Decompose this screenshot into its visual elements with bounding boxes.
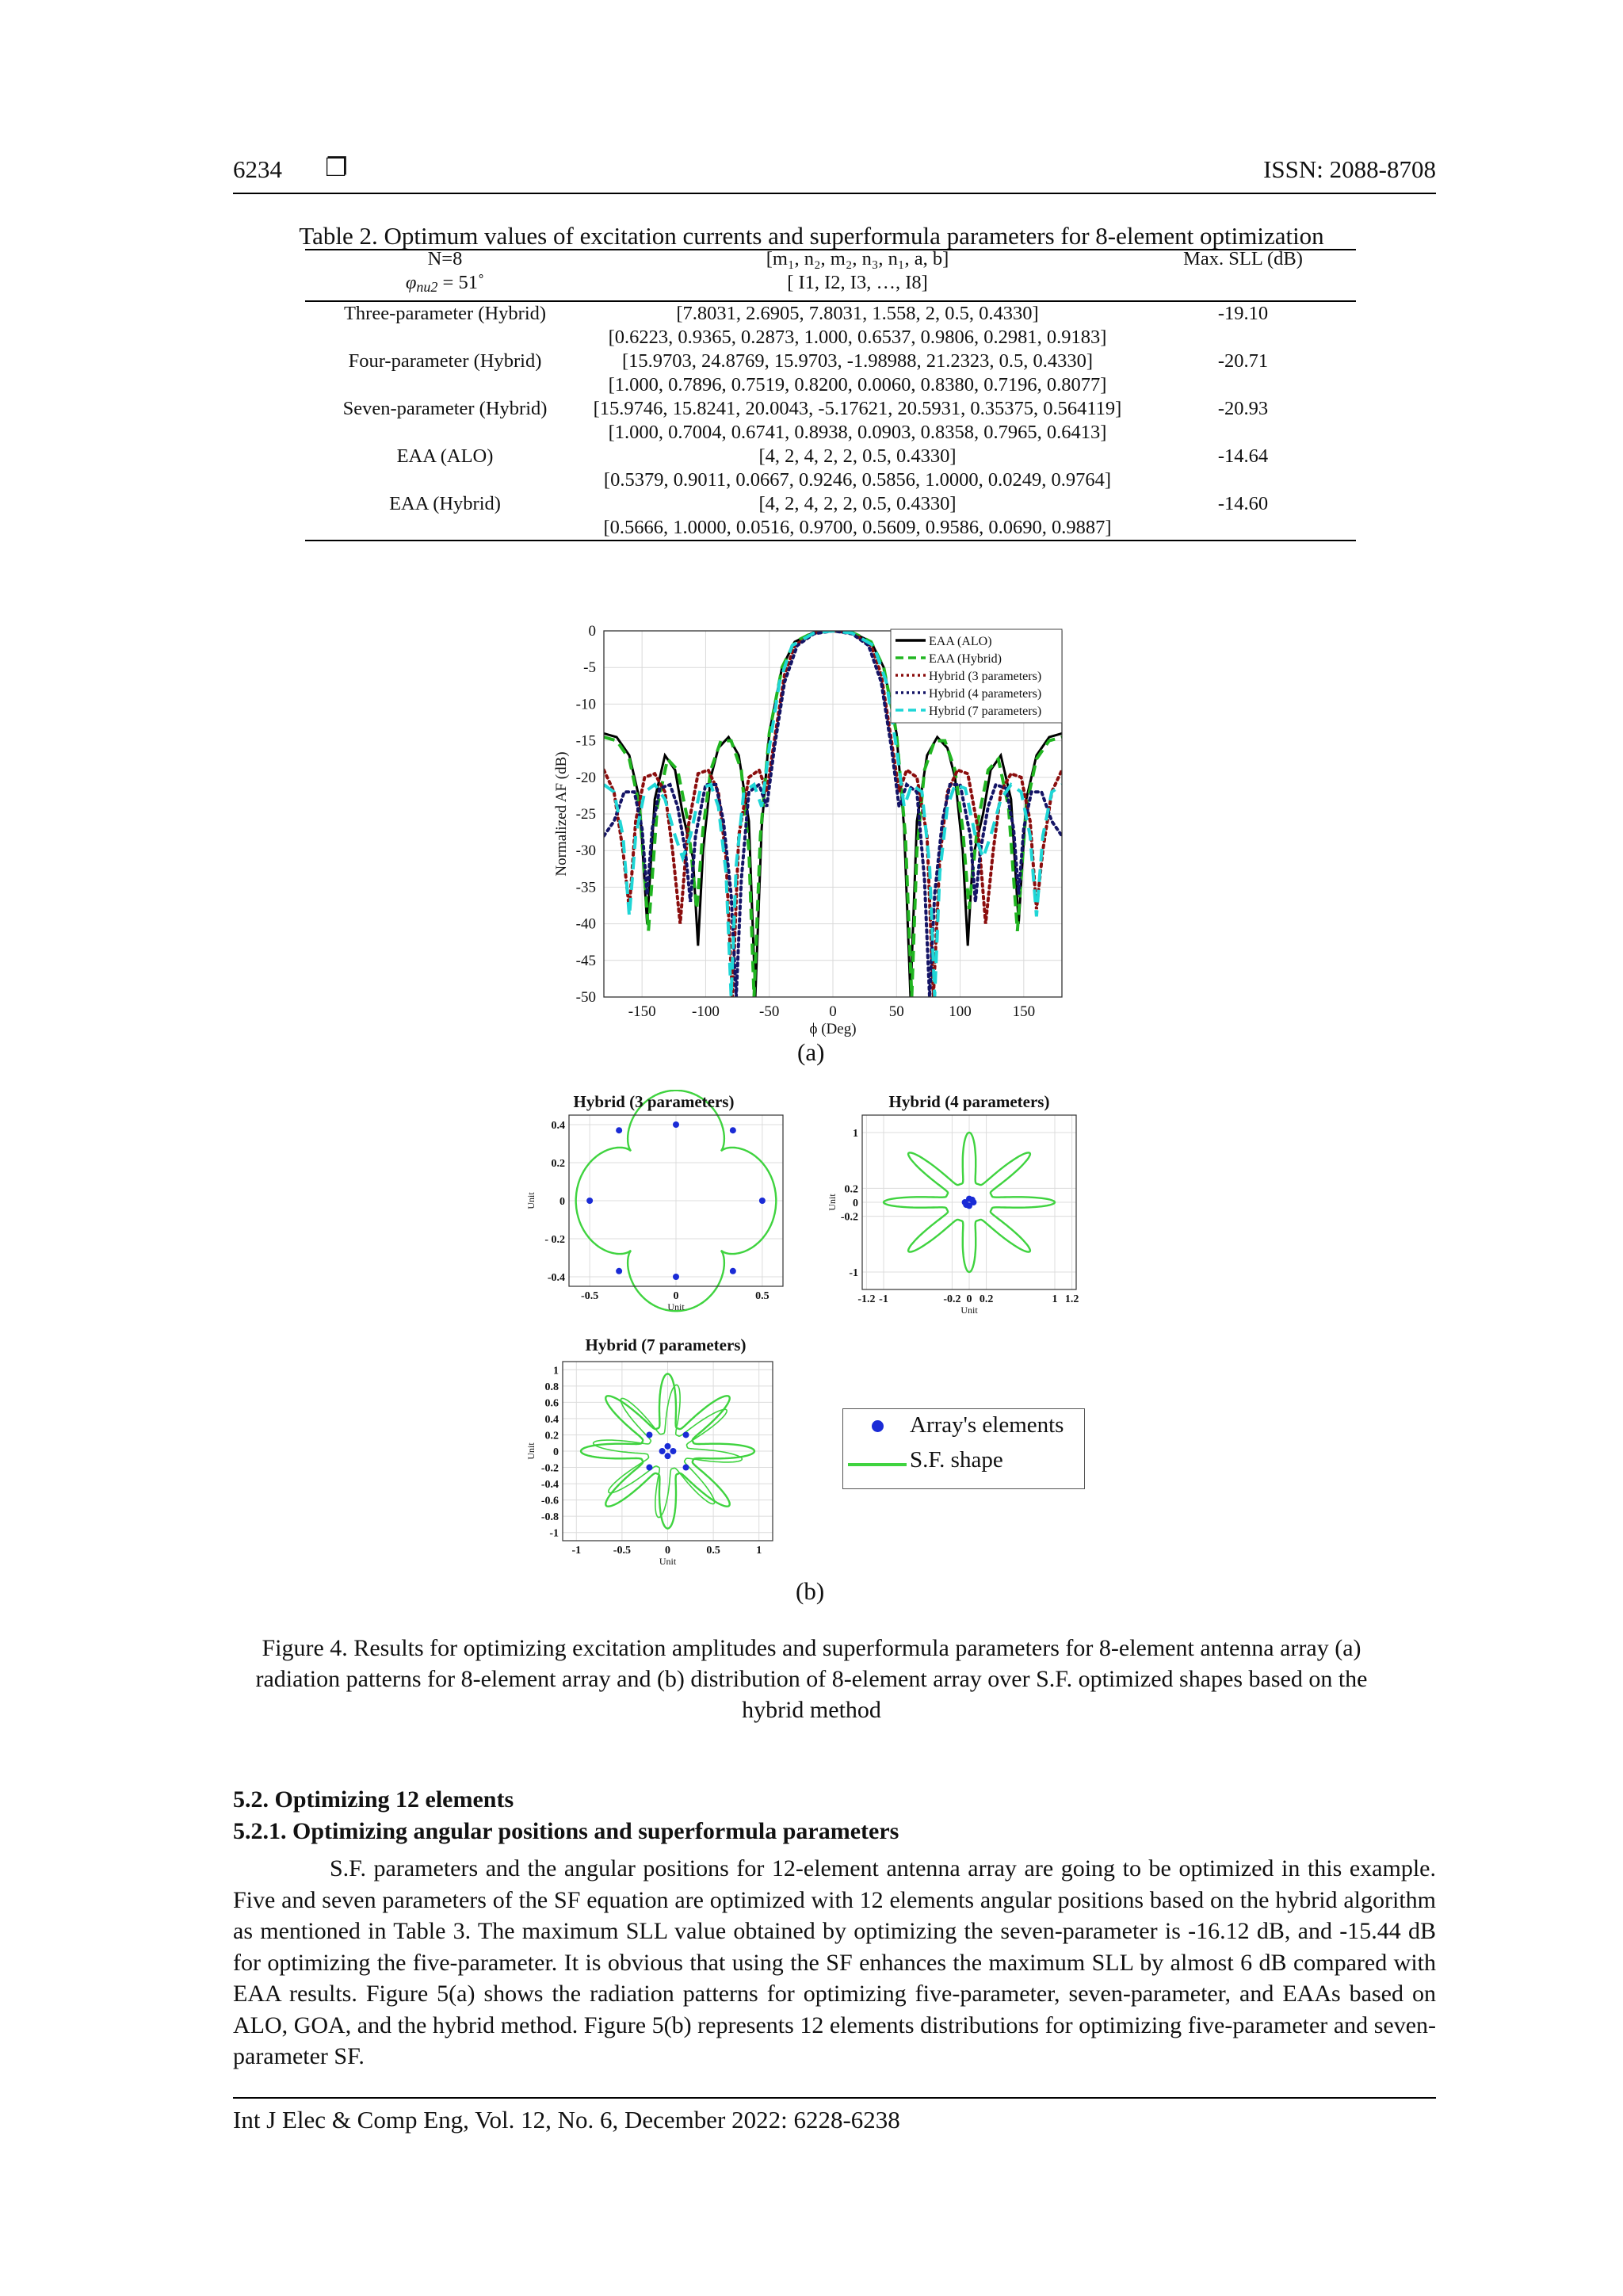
y-tick-label: -20 xyxy=(575,769,596,786)
shape-y-tick: -1 xyxy=(549,1527,559,1540)
shape-y-tick: - 0.2 xyxy=(544,1234,565,1246)
body-paragraph: S.F. parameters and the angular positions for 12-element antenna array are going to be optimized in this example. Five and seven parameters of the SF equation are optimized with 12 elements angular positions based on the hybrid algorithm as mentioned in Table 3. The maximum SLL value obtained by optimizing the seven-parameter is -16.12 dB, and -15.44 dB for optimizing the five-parameter. It is obvious that using the SF enhances the maximum SLL by almost 6 dB compared with EAA results. Figure 5(a) shows the radiation patterns for optimizing five-parameter, seven-parameter, and EAAs based on ALO, GOA, and the hybrid method. Figure 5(b) represents 12 elements distributions for optimizing five-parameter and seven-parameter SF. xyxy=(233,1855,1436,2069)
y-tick-label: -5 xyxy=(583,659,596,677)
legend-label-0: EAA (ALO) xyxy=(929,635,992,648)
header-params: [m₁, n₂, m₂, n₃, n₁, a, b] xyxy=(766,248,949,269)
section-heading: 5.2. Optimizing 12 elements xyxy=(233,1786,514,1813)
shape-title: Hybrid (3 parameters) xyxy=(573,1092,735,1111)
array-element-dot xyxy=(670,1448,676,1454)
y-tick-label: -35 xyxy=(575,879,596,896)
shape-y-tick: 0.4 xyxy=(551,1120,565,1132)
table-row: EAA (ALO) [4, 2, 4, 2, 2, 0.5, 0.4330] -14.64 xyxy=(396,445,1269,467)
shape-y-tick: -0.4 xyxy=(547,1272,565,1284)
array-element-dot xyxy=(759,1198,766,1204)
y-tick-label: -40 xyxy=(575,915,596,933)
shape-x-label: Unit xyxy=(960,1305,978,1316)
y-tick-label: -25 xyxy=(575,806,596,823)
shape-y-tick: -0.8 xyxy=(540,1511,559,1524)
table-row: EAA (Hybrid) [4, 2, 4, 2, 2, 0.5, 0.4330] -14.60 xyxy=(389,493,1269,514)
shape-y-tick: 0.4 xyxy=(544,1413,559,1426)
shape-x-tick: 0 xyxy=(673,1290,679,1302)
array-element-dot xyxy=(646,1465,652,1471)
table-row: Three-parameter (Hybrid) [7.8031, 2.6905, 7.8031, 1.558, 2, 0.5, 0.4330] -19.10 xyxy=(343,303,1269,324)
array-element-dot xyxy=(659,1448,666,1454)
table-2: N=8 [m₁, n₂, m₂, n₃, n₁, a, b] Max. SLL (dB) $\varphi_{nu2}$ = 51˚ [ I1, I2, I3, …, I8] Three-parameter (Hybrid) [7.8031, 2.6905, 7.8031, 1.558, 2, 0.5, 0.4330] -19.10 [0.6223, 0.9365, 0.2873, 1.000, 0.6537, 0.9806, 0.2981, 0.9183] Four-parameter (Hybrid) [15.9703, 24.8769, 15.9703, -1.98988, 21.2323, 0.5, 0.4330] -20.71 [1.000, 0.7896, 0.7519, 0.8200, 0.0060, 0.8380, 0.7196, 0.8077] Seven-parameter (Hybrid) [15.9746, 15.8241, 20.0043, -5.17621, 20.5931, 0.35375, 0.564119] -20.93 [1.000, 0.7004, 0.6741, 0.8938, 0.0903, 0.8358, 0.7965, 0.6413] EAA (ALO) [4, 2, 4, 2, 2, 0.5, 0.4330] -14.64 [0.5379, 0.9011, 0.0667, 0.9246, 0.5856, 1.0000, 0.0249, 0.9764] EAA (Hybrid) [4, 2, 4, 2, 2, 0.5, 0.4330] -14.60 [0.5666, 1.0000, 0.0516, 0.9700, 0.5609, 0.9586, 0.0690, 0.9887] xyxy=(305,247,1356,541)
shape-y-tick: 0.2 xyxy=(544,1430,559,1442)
array-element-dot xyxy=(673,1121,679,1128)
radiation-pattern-chart xyxy=(547,610,1086,1038)
shape-y-tick: 0.2 xyxy=(844,1183,858,1196)
header-rule xyxy=(233,193,1436,194)
header-sll: Max. SLL (dB) xyxy=(1183,248,1303,269)
y-tick-label: -15 xyxy=(575,732,596,750)
array-element-dot xyxy=(646,1431,652,1438)
y-axis-label: Normalized AF (dB) xyxy=(553,751,570,877)
shape-y-tick: 0 xyxy=(559,1196,565,1208)
shape-x-tick: 1.2 xyxy=(1064,1293,1079,1305)
array-element-dot xyxy=(616,1268,622,1274)
shape-x-tick: -0.5 xyxy=(581,1290,599,1302)
array-element-dot xyxy=(730,1268,736,1274)
shape-y-tick: -1 xyxy=(849,1267,858,1279)
shapes-legend xyxy=(842,1408,1085,1489)
x-tick-label: 100 xyxy=(949,1003,972,1020)
x-tick-label: -50 xyxy=(759,1003,780,1020)
x-tick-label: 50 xyxy=(888,1003,904,1020)
array-element-dot xyxy=(963,1201,969,1208)
shape-plot-7-parameters xyxy=(523,1331,808,1569)
shape-x-tick: -0.2 xyxy=(943,1293,961,1305)
shape-y-label: Unit xyxy=(827,1194,838,1211)
figure-caption: Figure 4. Results for optimizing excitation amplitudes and superformula parameters for 8-element antenna array (a) radiation patterns for 8-element array and (b) distribution of 8-element array over S.F. optimized shapes based on the hybrid method xyxy=(255,1635,1368,1723)
footer-rule xyxy=(233,2097,1436,2099)
figure-b-label: (b) xyxy=(796,1577,825,1605)
header-issn: ISSN: 2088-8708 xyxy=(1263,155,1436,183)
x-tick-label: 0 xyxy=(829,1003,837,1020)
x-tick-label: 150 xyxy=(1012,1003,1036,1020)
header-n: N=8 xyxy=(427,248,463,269)
table-row: Four-parameter (Hybrid) [15.9703, 24.8769, 15.9703, -1.98988, 21.2323, 0.5, 0.4330] -20.71 xyxy=(348,350,1269,372)
x-tick-label: -150 xyxy=(628,1003,656,1020)
shape-y-tick: -0.6 xyxy=(540,1495,559,1507)
legend-label-2: Hybrid (3 parameters) xyxy=(929,670,1042,683)
shape-y-tick: 0.2 xyxy=(551,1158,565,1170)
footer-citation: Int J Elec & Comp Eng, Vol. 12, No. 6, December 2022: 6228-6238 xyxy=(233,2106,900,2134)
shape-y-tick: 0 xyxy=(853,1198,858,1209)
shape-title: Hybrid (7 parameters) xyxy=(585,1335,747,1354)
shape-y-label: Unit xyxy=(525,1192,537,1209)
array-element-dot xyxy=(969,1197,976,1203)
shape-x-tick: 0.5 xyxy=(706,1545,720,1557)
legend-label-3: Hybrid (4 parameters) xyxy=(929,687,1042,701)
header-currents: [ I1, I2, I3, …, I8] xyxy=(585,271,1130,301)
page-number: 6234 xyxy=(233,155,282,183)
array-element-dot xyxy=(665,1443,671,1450)
sf-shape-line-icon xyxy=(848,1463,907,1466)
table-caption: Table 2. Optimum values of excitation currents and superformula parameters for 8-element optimization xyxy=(299,222,1324,250)
shape-x-tick: 0.2 xyxy=(979,1293,994,1305)
shape-x-tick: -1 xyxy=(571,1545,582,1557)
legend-label-4: Hybrid (7 parameters) xyxy=(929,705,1042,718)
y-tick-label: -10 xyxy=(575,696,596,713)
shape-x-tick: -1.2 xyxy=(857,1293,876,1305)
x-tick-label: -100 xyxy=(692,1003,720,1020)
figure-a-label: (a) xyxy=(797,1038,825,1066)
header-phi: $\varphi_{nu2}$ = 51˚ xyxy=(305,271,585,301)
shape-y-tick: -0.2 xyxy=(540,1462,559,1475)
y-tick-label: -30 xyxy=(575,842,596,860)
y-tick-label: -45 xyxy=(575,952,596,969)
shape-y-tick: 1 xyxy=(853,1128,858,1140)
shape-y-tick: 0.8 xyxy=(544,1381,559,1393)
array-element-dot xyxy=(683,1431,689,1438)
shape-x-tick: 0 xyxy=(665,1545,670,1557)
shape-y-tick: 0 xyxy=(553,1446,559,1458)
shape-y-label: Unit xyxy=(525,1442,537,1460)
shape-x-tick: 0 xyxy=(966,1293,972,1305)
shape-x-label: Unit xyxy=(659,1556,677,1567)
y-tick-label: 0 xyxy=(588,623,596,640)
shape-x-label: Unit xyxy=(667,1301,685,1312)
shape-x-tick: 1 xyxy=(756,1545,762,1557)
array-element-dot xyxy=(730,1127,736,1133)
legend-elements-label: Array's elements xyxy=(910,1412,1064,1438)
x-axis-label: ϕ (Deg) xyxy=(809,1021,857,1037)
array-element-marker-icon xyxy=(872,1420,884,1432)
shape-x-tick: -1 xyxy=(879,1293,888,1305)
array-element-dot xyxy=(665,1453,671,1459)
shape-x-tick: 0.5 xyxy=(755,1290,769,1302)
y-tick-label: -50 xyxy=(575,989,596,1006)
legend-shape-label: S.F. shape xyxy=(910,1447,1003,1473)
array-element-dot xyxy=(616,1127,622,1133)
table-row: Seven-parameter (Hybrid) [15.9746, 15.8241, 20.0043, -5.17621, 20.5931, 0.35375, 0.564119] -20.93 xyxy=(342,398,1269,419)
shape-y-tick: 1 xyxy=(553,1365,559,1377)
shape-x-tick: -0.5 xyxy=(613,1545,631,1557)
header-square-icon: ❐ xyxy=(325,152,348,182)
shape-title: Hybrid (4 parameters) xyxy=(888,1092,1050,1111)
shape-plot-4-parameters xyxy=(824,1090,1109,1324)
legend-label-1: EAA (Hybrid) xyxy=(929,652,1002,666)
shape-plot-3-parameters xyxy=(523,1090,808,1320)
subsection-heading: 5.2.1. Optimizing angular positions and superformula parameters xyxy=(233,1818,899,1844)
shape-y-tick: -0.4 xyxy=(540,1479,559,1492)
array-element-dot xyxy=(673,1274,679,1280)
array-element-dot xyxy=(683,1465,689,1471)
shape-x-tick: 1 xyxy=(1052,1293,1058,1305)
shape-y-tick: 0.6 xyxy=(544,1397,559,1410)
array-element-dot xyxy=(586,1198,593,1204)
shape-y-tick: -0.2 xyxy=(840,1211,858,1224)
